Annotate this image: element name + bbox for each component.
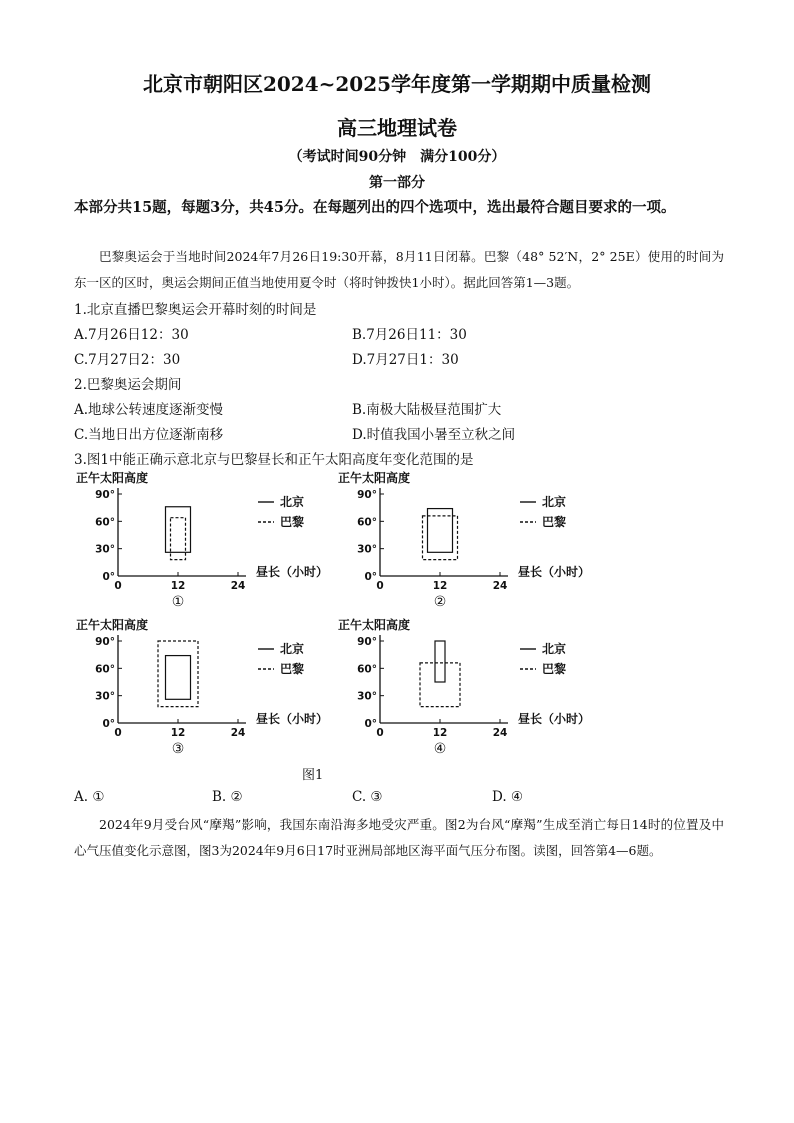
legend-label: 北京 [280,642,305,656]
part-heading: 第一部分 [369,175,425,191]
y-tick-label: 90° [95,636,115,648]
question-3-stem: 3.图1中能正确示意北京与巴黎昼长和正午太阳高度年变化范围的是 [74,452,474,468]
legend-label: 巴黎 [280,515,305,529]
y-tick-label: 0° [364,718,377,730]
question-1-stem: 1.北京直播巴黎奥运会开幕时刻的时间是 [74,302,317,318]
series-range-beijing [428,509,453,553]
question-3-option-b[interactable]: B. ② [212,789,243,805]
x-tick-label: 24 [492,580,508,592]
question-2-option-d[interactable]: D.时值我国小暑至立秋之间 [352,427,516,443]
question-2-stem: 2.巴黎奥运会期间 [74,377,182,393]
legend-label: 北京 [542,495,567,509]
panel-label: ② [433,594,447,610]
x-tick-label: 0 [114,727,122,739]
y-tick-label: 60° [95,663,115,676]
figure-1-caption: 图1 [302,768,324,783]
series-range-paris [158,641,198,707]
question-3-option-c[interactable]: C. ③ [352,789,383,805]
question-2-option-a[interactable]: A.地球公转速度逐渐变慢 [74,402,224,418]
y-tick-label: 30° [357,690,377,703]
y-tick-label: 60° [357,663,377,676]
y-tick-label: 0° [364,571,377,583]
y-tick-label: 90° [357,636,377,648]
figure-1-chart-4 [332,615,592,760]
question-1-option-b[interactable]: B.7月26日11：30 [352,327,467,343]
panel-label: ① [171,594,185,610]
figure-1-chart-2 [332,468,592,613]
x-tick-label: 12 [432,727,448,739]
x-tick-label: 24 [230,727,246,739]
series-range-paris [171,518,186,560]
exam-subtitle: 高三地理试卷 [337,116,457,140]
question-3-option-a[interactable]: A. ① [74,789,105,805]
question-3-option-d[interactable]: D. ④ [492,789,524,805]
series-range-beijing [166,656,191,700]
y-tick-label: 90° [95,489,115,501]
y-tick-label: 0° [102,718,115,730]
y-tick-label: 0° [102,571,115,583]
x-axis-label: 昼长（小时） [518,712,591,726]
exam-info: （考试时间90分钟 满分100分） [288,149,506,165]
passage-1: 巴黎奥运会于当地时间2024年7月26日19:30开幕，8月11日闭幕。巴黎（48° 52′N，2° 25E）使用的时间为东一区的区时，奥运会期间正值当地使用夏令时（将时钟拨快1小时）。据此回答第1—3题。 [74,249,724,290]
legend-label: 巴黎 [542,515,567,529]
y-tick-label: 60° [95,516,115,529]
passage-2: 2024年9月受台风“摩羯”影响，我国东南沿海多地受灾严重。图2为台风“摩羯”生成至消亡每日14时的位置及中心气压值变化示意图，图3为2024年9月6日17时亚洲局部地区海平面气压分布图。读图，回答第4—6题。 [74,817,724,858]
x-tick-label: 24 [492,727,508,739]
x-tick-label: 0 [376,727,384,739]
x-tick-label: 12 [170,727,186,739]
legend-label: 北京 [280,495,305,509]
figure-1-chart-1 [70,468,330,613]
series-range-beijing [166,507,191,553]
page-title: 北京市朝阳区2024~2025学年度第一学期期中质量检测 [142,72,652,96]
x-tick-label: 0 [114,580,122,592]
question-2-option-c[interactable]: C.当地日出方位逐渐南移 [74,427,224,443]
y-tick-label: 90° [357,489,377,501]
y-tick-label: 30° [95,543,115,556]
legend-label: 北京 [542,642,567,656]
y-tick-label: 30° [357,543,377,556]
legend-label: 巴黎 [280,662,305,676]
y-axis-label: 正午太阳高度 [76,618,149,632]
y-tick-label: 60° [357,516,377,529]
x-tick-label: 12 [432,580,448,592]
y-axis-label: 正午太阳高度 [76,471,149,485]
x-axis-label: 昼长（小时） [518,565,591,579]
x-axis-label: 昼长（小时） [256,712,329,726]
x-tick-label: 24 [230,580,246,592]
panel-label: ④ [433,741,447,757]
series-range-paris [420,663,460,707]
x-tick-label: 0 [376,580,384,592]
figure-1-chart-3 [70,615,330,760]
question-1-option-a[interactable]: A.7月26日12：30 [74,327,189,343]
x-axis-label: 昼长（小时） [256,565,329,579]
part-intro: 本部分共15题，每题3分，共45分。在每题列出的四个选项中，选出最符合题目要求的一项。 [74,199,676,216]
question-1-option-d[interactable]: D.7月27日1：30 [352,352,459,368]
question-2-option-b[interactable]: B.南极大陆极昼范围扩大 [352,402,502,418]
x-tick-label: 12 [170,580,186,592]
series-range-beijing [435,641,445,682]
question-1-option-c[interactable]: C.7月27日2：30 [74,352,181,368]
legend-label: 巴黎 [542,662,567,676]
panel-label: ③ [171,741,185,757]
y-axis-label: 正午太阳高度 [338,618,411,632]
y-axis-label: 正午太阳高度 [338,471,411,485]
y-tick-label: 30° [95,690,115,703]
